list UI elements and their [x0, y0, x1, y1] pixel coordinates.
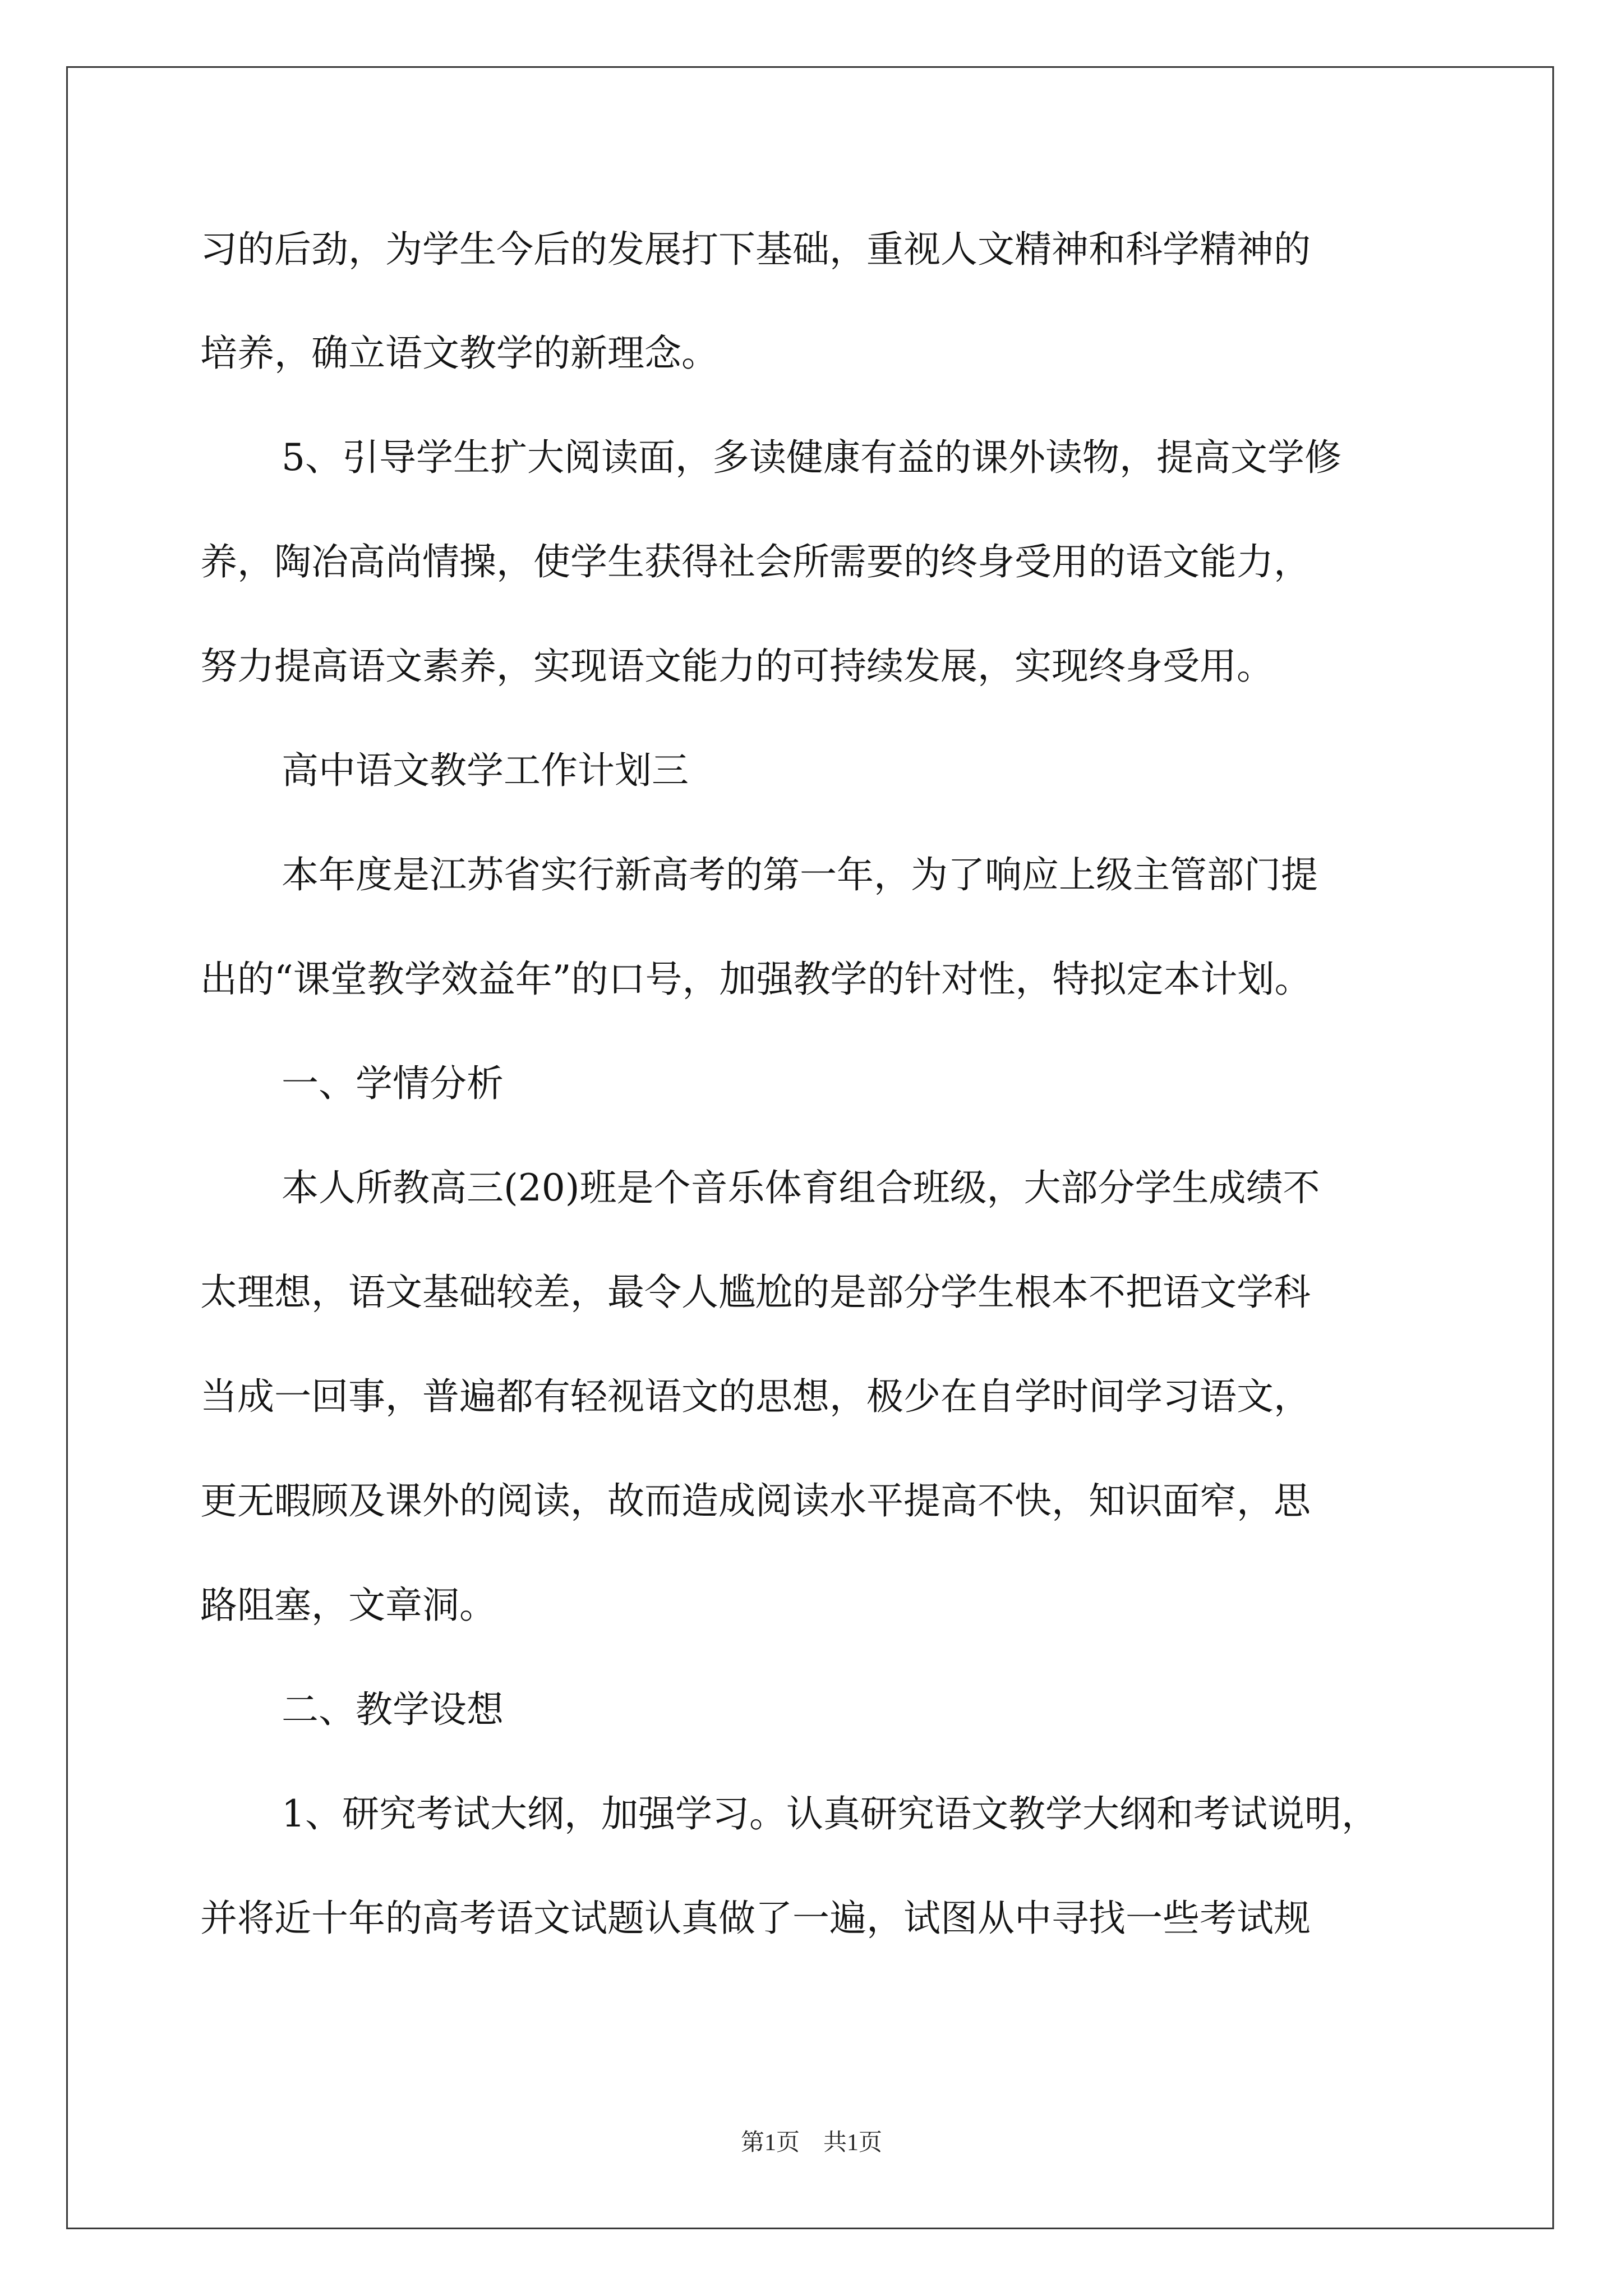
- text-line: 本年度是江苏省实行新高考的第一年，为了响应上级主管部门提: [282, 853, 1318, 896]
- section-heading: 二、教学设想: [282, 1688, 504, 1731]
- text-line: 出的“课堂教学效益年”的口号，加强教学的针对性，特拟定本计划。: [200, 958, 1312, 1001]
- text-line: 习的后劲，为学生今后的发展打下基础，重视人文精神和科学精神的: [200, 228, 1311, 271]
- text-line: 太理想，语文基础较差，最令人尴尬的是部分学生根本不把语文学科: [200, 1271, 1311, 1314]
- text-line: 1、研究考试大纲，加强学习。认真研究语文教学大纲和考试说明，: [282, 1792, 1378, 1835]
- text-line: 并将近十年的高考语文试题认真做了一遍，试图从中寻找一些考试规: [200, 1897, 1311, 1940]
- text-line: 本人所教高三(20)班是个音乐体育组合班级，大部分学生成绩不: [282, 1166, 1320, 1209]
- section-heading: 高中语文教学工作计划三: [282, 749, 689, 792]
- text-line: 更无暇顾及课外的阅读，故而造成阅读水平提高不快，知识面窄，思: [200, 1479, 1311, 1522]
- page-number: 第1页 共1页: [740, 2130, 882, 2156]
- text-line: 路阻塞，文章洞。: [200, 1584, 496, 1627]
- text-line: 努力提高语文素养，实现语文能力的可持续发展，实现终身受用。: [200, 645, 1274, 688]
- text-line: 养，陶冶高尚情操，使学生获得社会所需要的终身受用的语文能力，: [200, 540, 1311, 583]
- text-line: 培养，确立语文教学的新理念。: [200, 332, 718, 375]
- section-heading: 一、学情分析: [282, 1062, 504, 1105]
- text-line: 5、引导学生扩大阅读面，多读健康有益的课外读物，提高文学修: [282, 436, 1341, 479]
- text-line: 当成一回事，普遍都有轻视语文的思想，极少在自学时间学习语文，: [200, 1375, 1311, 1418]
